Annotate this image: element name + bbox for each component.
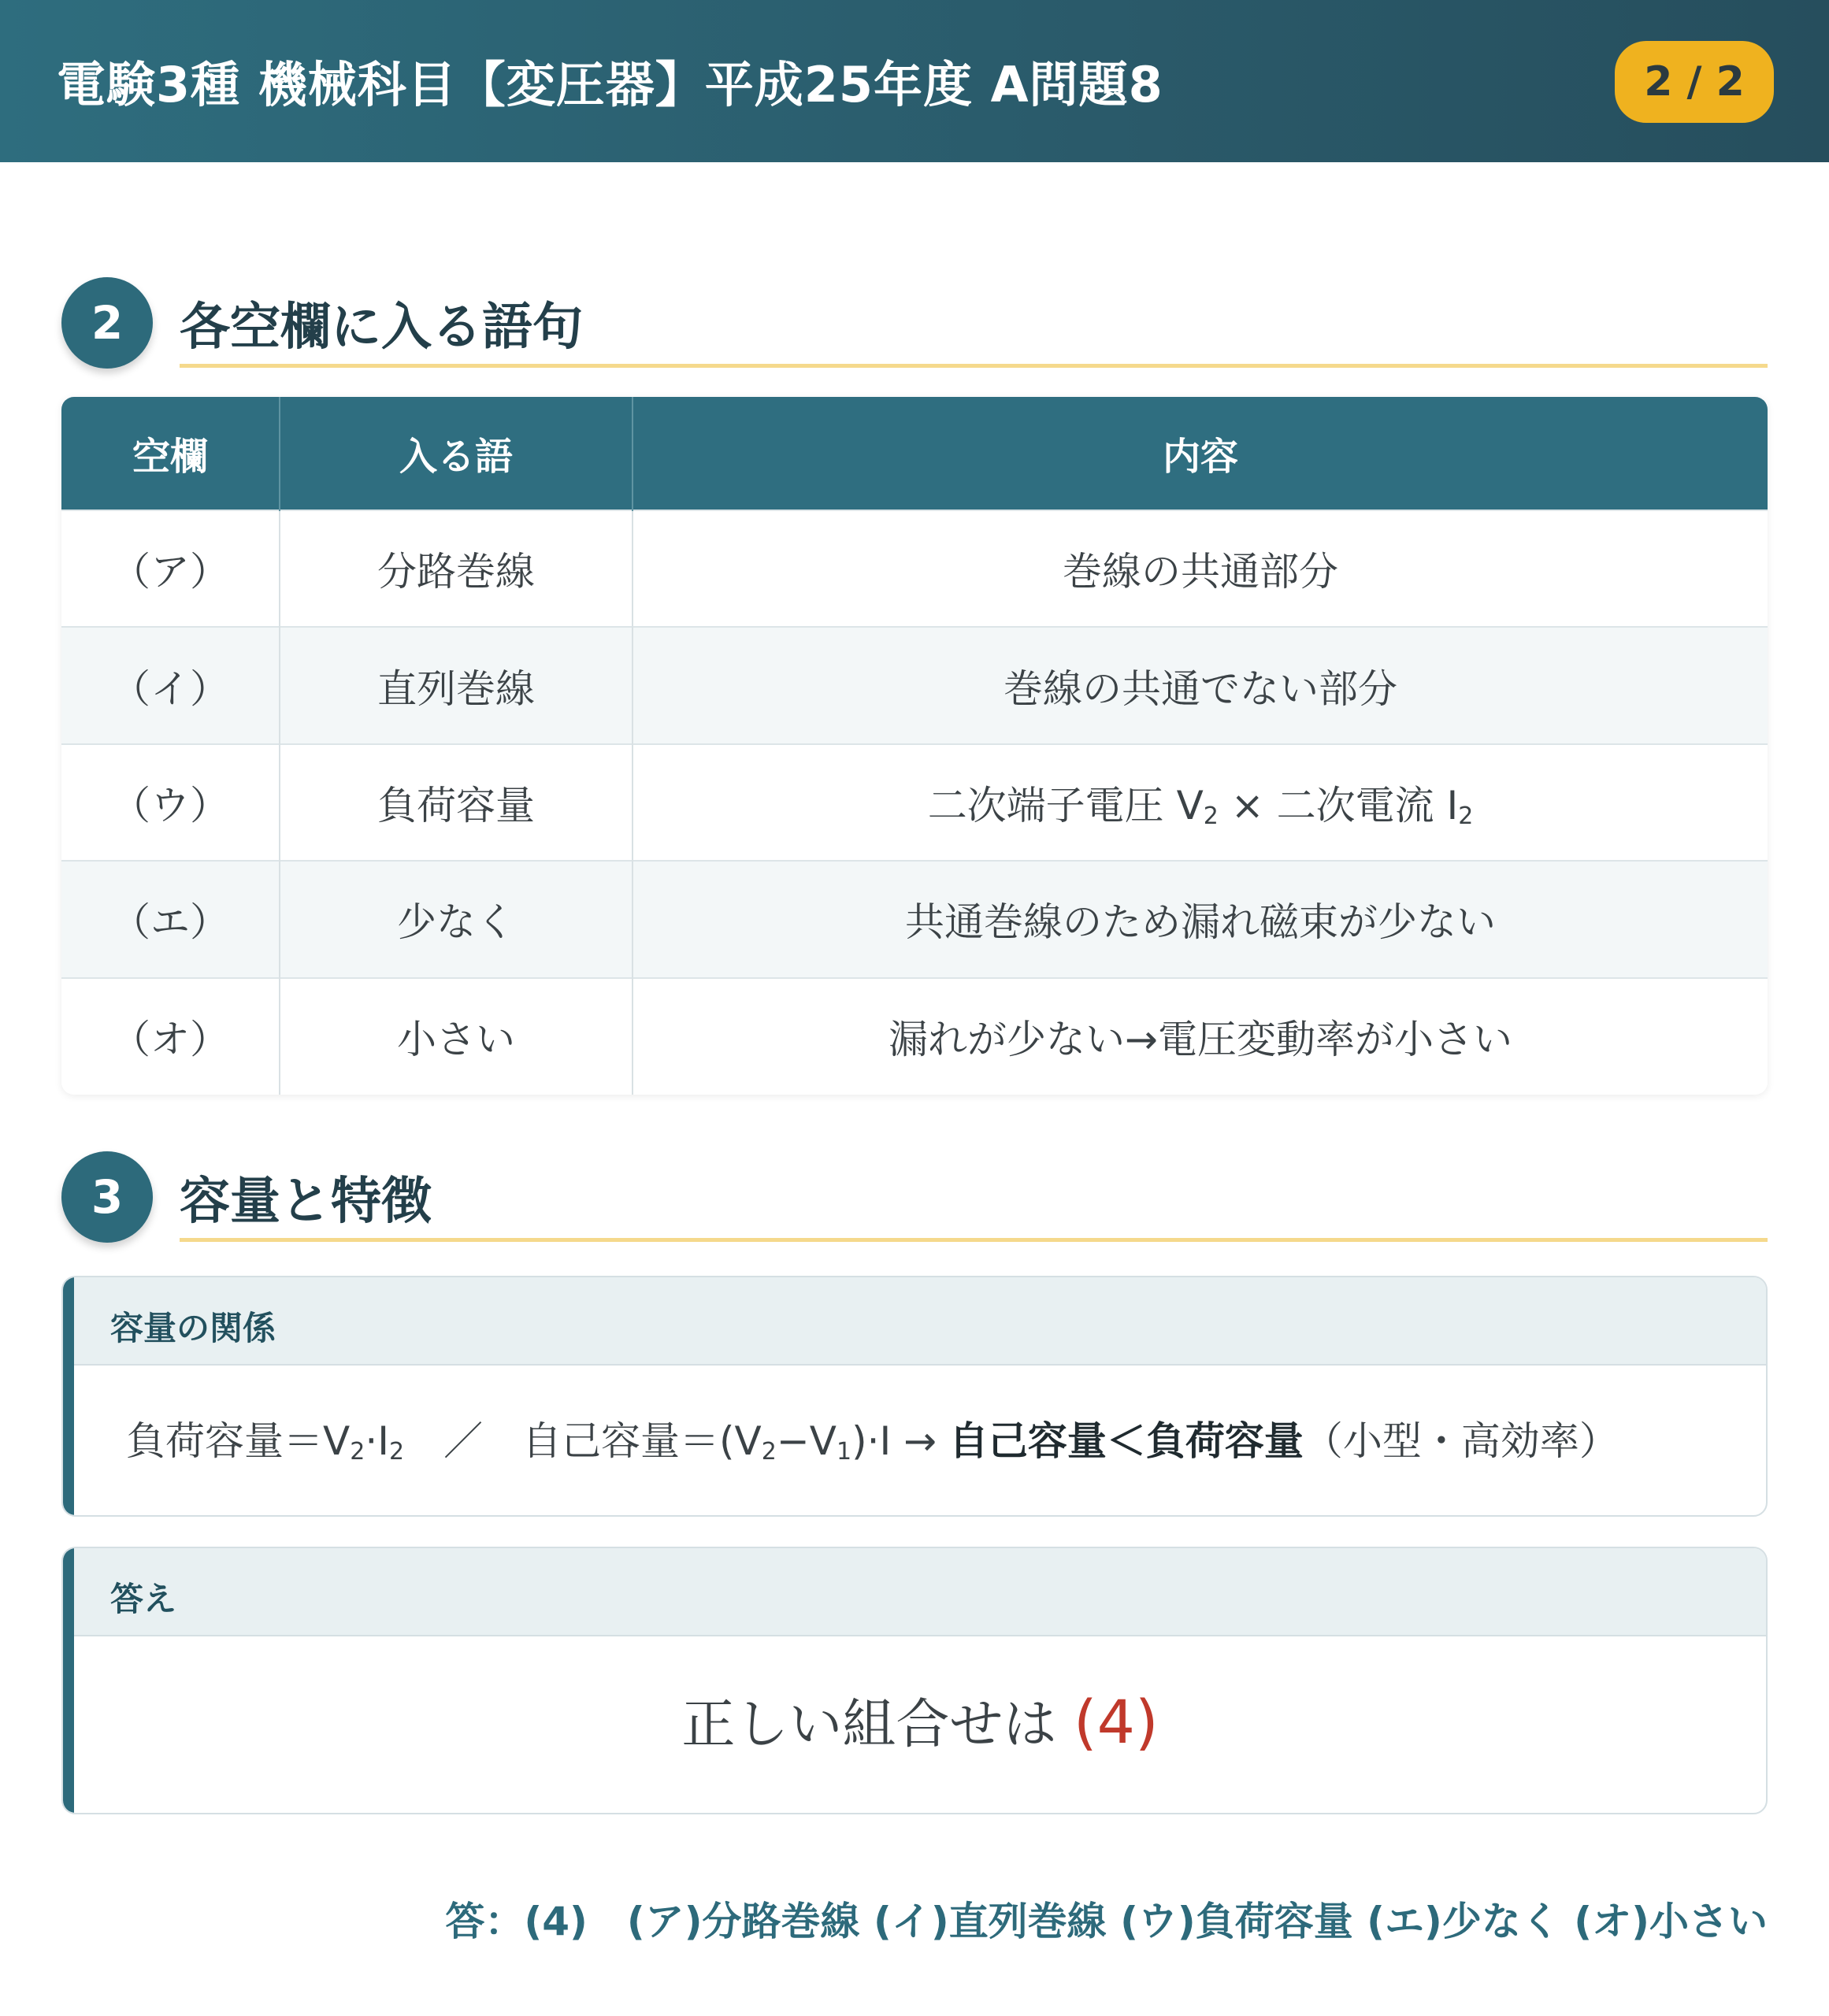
answer-number: (4) <box>1073 1687 1159 1757</box>
cell-content: 漏れが少ない→電圧変動率が小さい <box>633 978 1768 1095</box>
cell-word: 分路巻線 <box>280 510 633 627</box>
section-number-badge: 2 <box>61 277 153 369</box>
formula-text: −V <box>776 1418 837 1464</box>
capacity-relation-card <box>61 1276 1768 1517</box>
header-bar <box>0 0 1829 162</box>
section-underline <box>180 1238 1768 1242</box>
cell-blank: （エ） <box>61 861 280 977</box>
content-text: 二次端子電圧 V <box>927 782 1204 828</box>
table-row <box>61 510 1768 627</box>
cell-content <box>633 744 1768 861</box>
card-label: 容量の関係 <box>110 1309 276 1347</box>
page-indicator-badge: 2 / 2 <box>1615 41 1774 123</box>
formula-separator: ／ <box>404 1418 523 1464</box>
formula-note: （小型・高効率） <box>1303 1418 1619 1464</box>
section-number-badge: 3 <box>61 1151 153 1243</box>
table-row <box>61 627 1768 743</box>
column-header-blank: 空欄 <box>61 397 280 510</box>
answer-card <box>61 1547 1768 1814</box>
answer-statement <box>74 1682 1766 1758</box>
cell-word: 小さい <box>280 978 633 1095</box>
subscript: 2 <box>761 1438 777 1466</box>
section-title: 各空欄に入る語句 <box>180 298 583 357</box>
card-header <box>74 1548 1766 1636</box>
formula-text: 負荷容量＝V <box>126 1418 351 1464</box>
section-title: 容量と特徴 <box>180 1173 432 1231</box>
formula-text: ·I <box>365 1418 389 1464</box>
subscript: 2 <box>350 1438 365 1466</box>
subscript: 2 <box>1203 802 1219 830</box>
terms-table <box>61 397 1768 1095</box>
formula-text: )·I → <box>851 1418 949 1464</box>
cell-word: 負荷容量 <box>280 744 633 861</box>
cell-blank: （ウ） <box>61 744 280 861</box>
page-title: 電験3種 機械科目【変圧器】平成25年度 A問題8 <box>57 56 1163 113</box>
cell-word: 直列巻線 <box>280 627 633 743</box>
cell-word: 少なく <box>280 861 633 977</box>
table-row <box>61 978 1768 1095</box>
content-text: × 二次電流 I <box>1218 782 1459 828</box>
answer-text: 正しい組合せは <box>681 1694 1074 1756</box>
card-label: 答え <box>110 1580 177 1618</box>
table-row <box>61 861 1768 977</box>
cell-content: 巻線の共通部分 <box>633 510 1768 627</box>
cell-blank: （イ） <box>61 627 280 743</box>
cell-blank: （ア） <box>61 510 280 627</box>
answer-summary: 答：(4) (ア)分路巻線 (イ)直列巻線 (ウ)負荷容量 (エ)少なく (オ)小さい <box>445 1899 1768 1944</box>
subscript: 2 <box>1458 802 1474 830</box>
column-header-word: 入る語 <box>280 397 633 510</box>
subscript: 1 <box>836 1438 852 1466</box>
formula-conclusion: 自己容量＜負荷容量 <box>948 1418 1304 1464</box>
cell-content: 共通巻線のため漏れ磁束が少ない <box>633 861 1768 977</box>
capacity-formula <box>126 1410 1619 1466</box>
table-header-row <box>61 397 1768 510</box>
card-accent-bar <box>63 1277 74 1515</box>
column-header-content: 内容 <box>633 397 1768 510</box>
card-header <box>74 1277 1766 1366</box>
cell-content: 巻線の共通でない部分 <box>633 627 1768 743</box>
subscript: 2 <box>388 1438 405 1466</box>
formula-text: 自己容量＝(V <box>522 1418 762 1464</box>
table-row <box>61 744 1768 861</box>
card-accent-bar <box>63 1548 74 1813</box>
cell-blank: （オ） <box>61 978 280 1095</box>
section-underline <box>180 364 1768 368</box>
